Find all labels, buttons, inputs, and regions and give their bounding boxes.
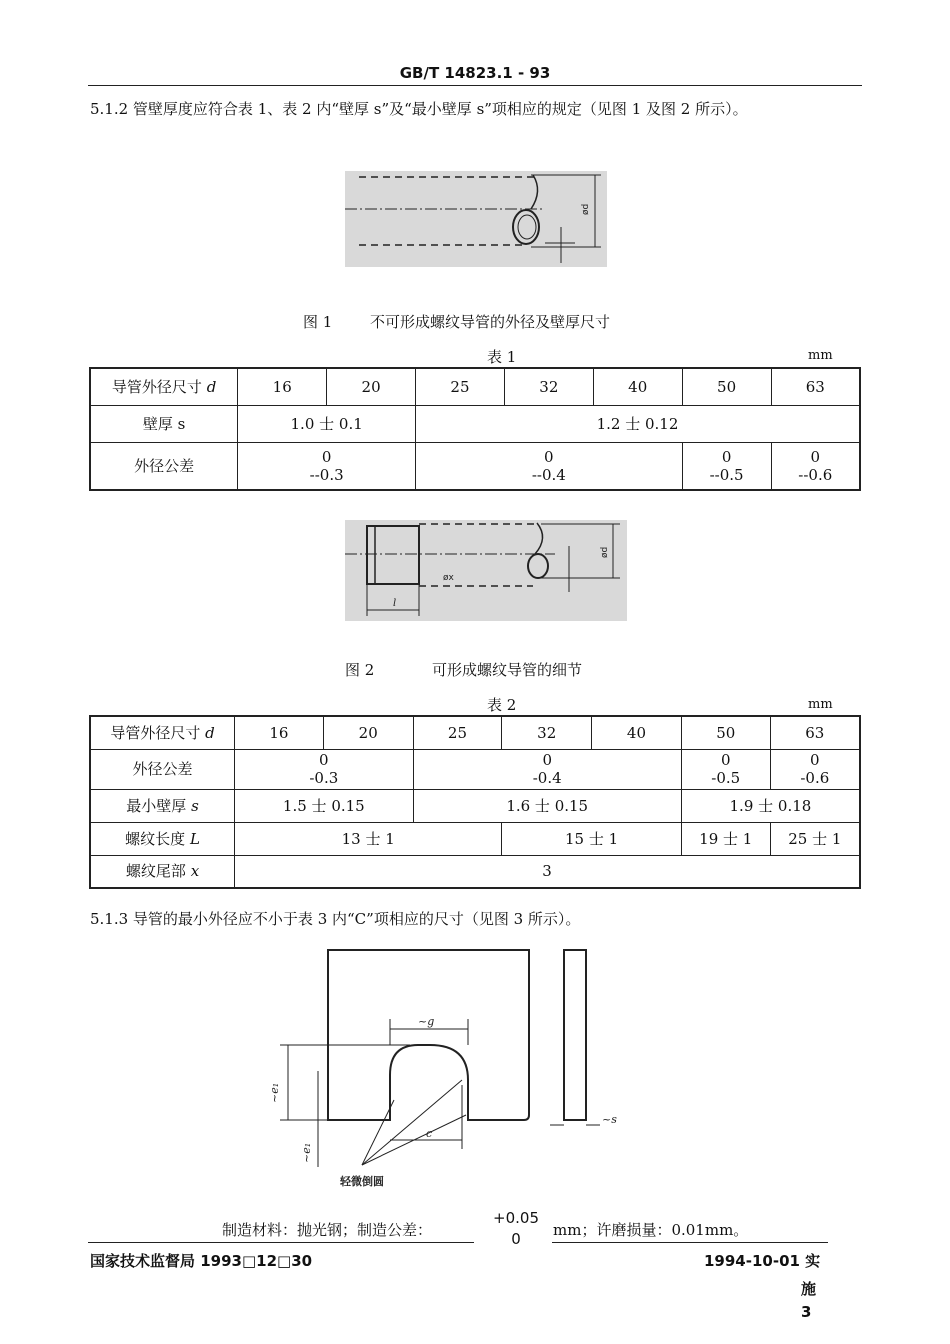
- table-cell: 1.2 士 0.12: [416, 405, 860, 442]
- footer-rule-right: [552, 1242, 828, 1243]
- table-cell: [771, 442, 860, 490]
- table-cell: 3: [235, 855, 860, 888]
- table-cell: 19 士 1: [681, 822, 770, 855]
- tol-lower: --0.3: [309, 465, 344, 484]
- table-2-row-tolerance: [90, 749, 860, 789]
- table-cell: [413, 749, 681, 789]
- tol-upper: 0: [810, 447, 821, 466]
- svg-text:øx: øx: [443, 573, 454, 583]
- table-cell: 50: [682, 368, 771, 405]
- table-cell: 20: [327, 368, 416, 405]
- table-cell: 16: [235, 716, 324, 749]
- paragraph-5-1-3: 5.1.3 导管的最小外径应不小于表 3 内“C”项相应的尺寸（见图 3 所示）。: [90, 910, 581, 928]
- table-cell: 外径公差: [90, 749, 235, 789]
- symbol-s: s: [191, 796, 199, 815]
- tol-lower: --0.6: [798, 465, 833, 484]
- tol-upper: 0: [720, 751, 731, 769]
- table-2-title: 表 2: [487, 696, 517, 714]
- material-text: 制造材料：抛光钢；制造公差：: [222, 1221, 433, 1239]
- table-cell: 壁厚 s: [90, 405, 238, 442]
- footer-issuer-date: 国家技术监督局 1993□12□30: [90, 1252, 313, 1270]
- symbol-L: L: [189, 829, 200, 848]
- table-cell: [770, 749, 860, 789]
- table-cell: [90, 789, 235, 822]
- table-cell: [681, 749, 770, 789]
- table-cell: 1.5 士 0.15: [235, 789, 414, 822]
- tol-lower: -0.5: [711, 769, 741, 787]
- label-c: c: [426, 1127, 433, 1140]
- tol-lower: -0.4: [532, 769, 562, 787]
- table-cell: [90, 822, 235, 855]
- table-2-row-thread-tail: [90, 855, 860, 888]
- tol-upper: 0: [721, 447, 732, 466]
- table-cell: 40: [593, 368, 682, 405]
- svg-text:ød: ød: [581, 203, 591, 215]
- table-1-unit: mm: [808, 348, 833, 363]
- table-cell: 1.9 士 0.18: [681, 789, 860, 822]
- label-s: ~s: [602, 1113, 617, 1126]
- table-1-title: 表 1: [487, 348, 517, 366]
- table-cell: 外径公差: [90, 442, 238, 490]
- tol-upper: 0: [810, 751, 820, 769]
- footer-rule-left: [88, 1242, 474, 1243]
- tolerance-upper: +0.05: [493, 1209, 539, 1227]
- table-cell: [238, 442, 416, 490]
- table-cell: [235, 749, 414, 789]
- table-2-row-min-wall: [90, 789, 860, 822]
- table-2-unit: mm: [808, 697, 833, 712]
- figure-2-drawing: [345, 520, 627, 621]
- label-e1-upper: ~e₁: [268, 1082, 281, 1103]
- table-cell: 40: [592, 716, 682, 749]
- footer-implement-suffix: 施: [801, 1280, 817, 1298]
- standard-header: GB/T 14823.1 - 93: [399, 64, 551, 82]
- table-1-row-diameter: [90, 368, 860, 405]
- row-label: 导管外径尺寸: [111, 377, 202, 396]
- table-cell: [416, 442, 683, 490]
- table-cell: 20: [323, 716, 413, 749]
- row-label: 最小壁厚: [126, 796, 187, 815]
- figure-1-caption: 不可形成螺纹导管的外径及壁厚尺寸: [370, 313, 611, 331]
- table-cell: [90, 368, 238, 405]
- tol-lower: -0.6: [800, 769, 830, 787]
- table-cell: 25: [413, 716, 502, 749]
- table-cell: 25 士 1: [770, 822, 860, 855]
- table-2: [89, 715, 861, 889]
- table-cell: 1.6 士 0.15: [413, 789, 681, 822]
- threaded-tube-drawing: [345, 520, 627, 621]
- table-cell: 15 士 1: [502, 822, 682, 855]
- paragraph-5-1-2: 5.1.2 管壁厚度应符合表 1、表 2 内“壁厚 s”及“最小壁厚 s”项相应的规定（见图 1 及图 2 所示）。: [90, 100, 748, 118]
- tol-lower: --0.5: [709, 465, 744, 484]
- tol-lower: --0.4: [531, 465, 566, 484]
- wear-text: mm；许磨损量：0.01mm。: [553, 1221, 749, 1239]
- table-cell: 13 士 1: [235, 822, 502, 855]
- symbol-d: d: [206, 377, 217, 396]
- label-g: ~g: [418, 1015, 435, 1028]
- table-1: [89, 367, 861, 491]
- figure-1-drawing: [345, 171, 607, 267]
- svg-text:l: l: [393, 598, 397, 609]
- symbol-d: d: [205, 723, 215, 742]
- tol-upper: 0: [319, 751, 329, 769]
- table-cell: 16: [238, 368, 327, 405]
- tol-upper: 0: [542, 751, 552, 769]
- row-label: 螺纹尾部: [125, 862, 186, 881]
- table-cell: 63: [770, 716, 860, 749]
- table-2-row-thread-length: [90, 822, 860, 855]
- footer-implement-date: 1994-10-01 实: [704, 1252, 821, 1270]
- table-cell: 32: [502, 716, 592, 749]
- table-cell: [90, 855, 235, 888]
- svg-text:ød: ød: [600, 546, 610, 558]
- figure-1-number: 图 1: [303, 313, 333, 331]
- row-label: 导管外径尺寸: [110, 723, 201, 742]
- table-cell: 63: [771, 368, 860, 405]
- row-label: 螺纹长度: [125, 829, 186, 848]
- table-1-row-wall: [90, 405, 860, 442]
- table-cell: 25: [416, 368, 505, 405]
- tolerance-lower: 0: [511, 1230, 521, 1248]
- tube-drawing: [345, 171, 607, 267]
- symbol-x: x: [190, 862, 200, 881]
- table-cell: 1.0 士 0.1: [238, 405, 416, 442]
- figure-2-number: 图 2: [345, 661, 375, 679]
- tol-lower: -0.3: [309, 769, 339, 787]
- table-2-row-diameter: [90, 716, 860, 749]
- table-cell: 32: [504, 368, 593, 405]
- tol-upper: 0: [321, 447, 332, 466]
- table-cell: 50: [681, 716, 770, 749]
- figure-2-caption: 可形成螺纹导管的细节: [432, 661, 583, 679]
- table-cell: [90, 716, 235, 749]
- label-rounding-note: 轻微倒圆: [340, 1175, 384, 1188]
- figure-3-gauge-drawing: [250, 935, 650, 1200]
- table-1-row-tolerance: [90, 442, 860, 490]
- table-cell: [682, 442, 771, 490]
- header-rule: [88, 85, 862, 86]
- label-e1-lower: ~e₁: [300, 1142, 313, 1163]
- tol-upper: 0: [544, 447, 554, 466]
- page-number: 3: [801, 1303, 812, 1321]
